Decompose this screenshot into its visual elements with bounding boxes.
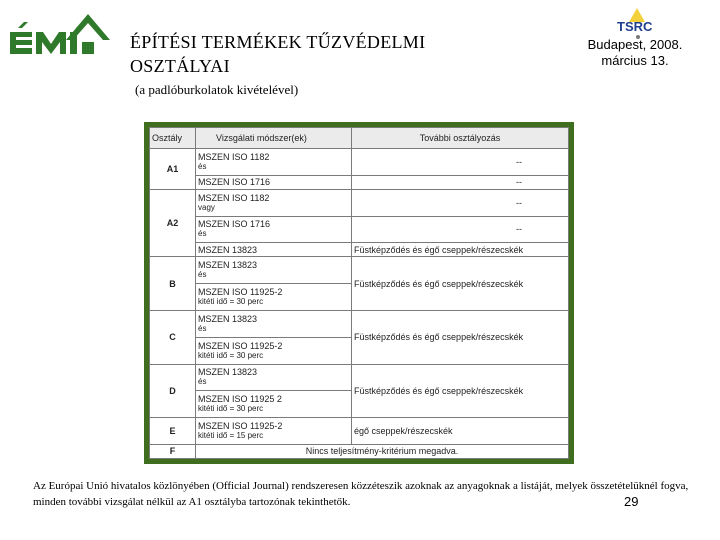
method-cell xyxy=(196,189,352,216)
method-sub: vagy xyxy=(198,202,215,212)
emi-logo xyxy=(10,10,110,58)
method-main: MSZEN ISO 11925 2 xyxy=(198,394,282,405)
class-cell: F xyxy=(150,444,196,458)
additional-cell: égő cseppek/részecskék xyxy=(352,418,569,445)
method-main: MSZEN ISO 11925-2 xyxy=(198,340,283,351)
method-cell xyxy=(196,337,352,364)
class-cell: D xyxy=(150,364,196,418)
header-additional: További osztályozás xyxy=(352,128,569,149)
date-line-1: Budapest, 2008. xyxy=(587,37,683,52)
table-row xyxy=(150,175,569,189)
method-cell xyxy=(196,310,352,337)
method-cell xyxy=(196,391,352,418)
method-cell xyxy=(196,216,352,243)
svg-text:TSRC: TSRC xyxy=(617,19,653,34)
table-row xyxy=(150,257,569,284)
method-sub: és xyxy=(198,161,207,171)
page-number: 29 xyxy=(624,494,639,509)
method-cell xyxy=(196,149,352,176)
method-main: MSZEN ISO 1182 xyxy=(198,192,270,203)
method-cell xyxy=(196,364,352,391)
header-methods: Vizsgálati módszer(ek) xyxy=(196,128,352,149)
page-title xyxy=(130,30,425,78)
table-row xyxy=(150,243,569,257)
method-sub: kitéti idő = 30 perc xyxy=(198,404,264,414)
additional-cell: Füstképződés és égő cseppek/részecskék xyxy=(352,243,569,257)
additional-cell: -- xyxy=(352,216,569,243)
title-line-2: OSZTÁLYAI xyxy=(130,56,230,76)
method-main: MSZEN ISO 1716 xyxy=(198,219,271,230)
method-sub: és xyxy=(198,270,207,280)
table-row xyxy=(150,149,569,176)
footer-note: Az Európai Unió hivatalos közlönyében (Official Journal) rendszeresen közzéteszik azoknak az anyagoknak a listáját, melyek összetételüknél fogva, minden további vizsgálat nélkül az A1 osztályba tartozónak tekinthetők. xyxy=(33,480,689,508)
title-line-1: ÉPÍTÉSI TERMÉKEK TŰZVÉDELMI xyxy=(130,32,426,52)
method-cell xyxy=(196,175,352,189)
method-sub: kitéti idő = 30 perc xyxy=(198,350,264,360)
page-subtitle: (a padlóburkolatok kivételével) xyxy=(135,82,299,97)
table-header-row xyxy=(150,128,569,149)
class-cell: C xyxy=(150,310,196,364)
f-row-cell: Nincs teljesítmény-kritérium megadva. xyxy=(196,444,569,458)
additional-cell: Füstképződés és égő cseppek/részecskék xyxy=(352,310,569,364)
method-sub: kitéti idő = 15 perc xyxy=(198,430,264,440)
class-cell: A2 xyxy=(150,189,196,257)
method-main: MSZEN ISO 11925-2 xyxy=(198,287,283,298)
method-main: MSZEN 13823 xyxy=(198,260,258,271)
table-row xyxy=(150,189,569,216)
additional-cell: -- xyxy=(352,149,569,176)
classification-table-frame xyxy=(144,122,574,464)
date-line-2: március 13. xyxy=(601,53,669,68)
method-sub: és xyxy=(198,377,207,387)
method-cell xyxy=(196,284,352,311)
class-cell: B xyxy=(150,257,196,311)
method-main: MSZEN 13823 xyxy=(198,244,258,255)
additional-cell: -- xyxy=(352,175,569,189)
table-row xyxy=(150,364,569,391)
table-row xyxy=(150,310,569,337)
class-cell: A1 xyxy=(150,149,196,190)
method-cell xyxy=(196,257,352,284)
method-cell xyxy=(196,418,352,445)
method-main: MSZEN ISO 1716 xyxy=(198,177,271,188)
header-class: Osztály xyxy=(150,128,196,149)
table-row xyxy=(150,216,569,243)
method-main: MSZEN 13823 xyxy=(198,313,258,324)
additional-cell: Füstképződés és égő cseppek/részecskék xyxy=(352,364,569,418)
additional-cell: Füstképződés és égő cseppek/részecskék xyxy=(352,257,569,311)
method-sub: és xyxy=(198,229,207,239)
table-row xyxy=(150,444,569,458)
additional-cell: -- xyxy=(352,189,569,216)
method-main: MSZEN 13823 xyxy=(198,367,258,378)
class-cell: E xyxy=(150,418,196,445)
classification-table xyxy=(149,127,569,459)
method-sub: és xyxy=(198,323,207,333)
method-cell xyxy=(196,243,352,257)
method-main: MSZEN ISO 1182 xyxy=(198,151,270,162)
date-block xyxy=(560,37,710,69)
table-row xyxy=(150,418,569,445)
method-sub: kitéti idő = 30 perc xyxy=(198,297,264,307)
method-main: MSZEN ISO 11925-2 xyxy=(198,420,283,431)
